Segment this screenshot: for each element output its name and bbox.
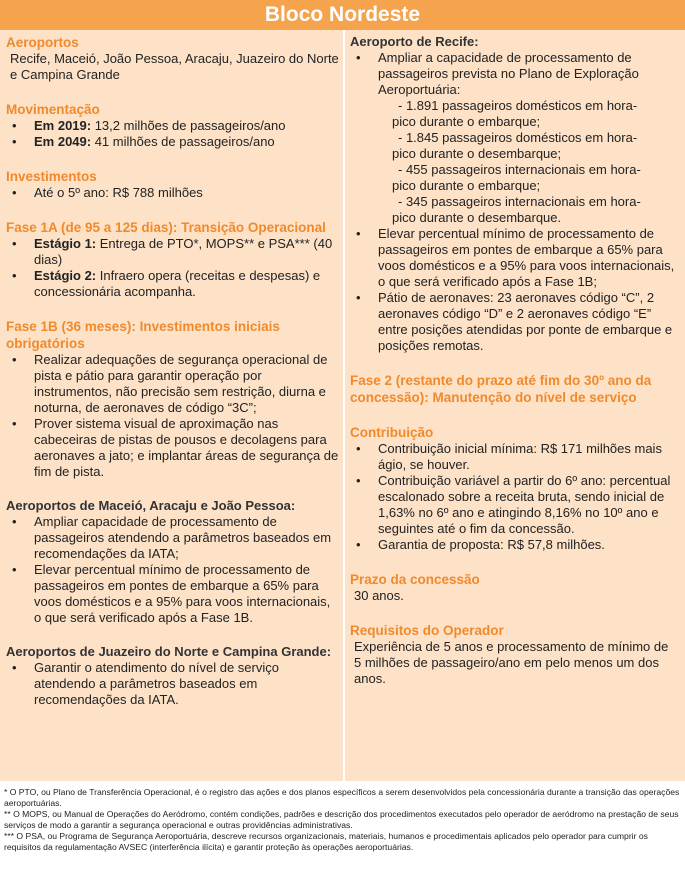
- list-item: • Ampliar a capacidade de processamento de passageiros prevista no Plano de Exploração Aeroportuária:: [350, 50, 679, 98]
- fase1a-heading: Fase 1A (de 95 a 125 dias): Transição Operacional: [6, 220, 326, 235]
- movimentacao-heading: Movimentação: [6, 102, 100, 117]
- sub-item: pico durante o embarque;: [392, 178, 541, 193]
- juazeiro-heading: Aeroportos de Juazeiro do Norte e Campina Grande:: [6, 644, 332, 659]
- list-item: • Elevar percentual mínimo de processamento de passageiros em pontes de embarque a 65% para voos domésticos e a 95% para voos internacionais, o que será verificado após a Fase 1B.: [6, 562, 339, 626]
- list-item: • Contribuição inicial mínima: R$ 171 milhões mais ágio, se houver.: [350, 441, 679, 473]
- aeroportos-heading: Aeroportos: [6, 35, 79, 50]
- footnotes: [4, 787, 682, 853]
- maceio-heading: Aeroportos de Maceió, Aracaju e João Pessoa:: [6, 498, 296, 513]
- list-item: • Estágio 2: Infraero opera (receitas e despesas) e concessionária acompanha.: [6, 268, 339, 300]
- maceio-list: [6, 514, 339, 626]
- list-item: • Pátio de aeronaves: 23 aeronaves código “C”, 2 aeronaves código “D” e 2 aeronaves código “E” entre posições atendidas por ponte de embarque e posições remotas.: [350, 290, 679, 354]
- list-item: • Garantia de proposta: R$ 57,8 milhões.: [350, 537, 679, 553]
- list-item: • Em 2019: 13,2 milhões de passageiros/ano: [6, 118, 339, 134]
- sub-item: pico durante o embarque;: [392, 114, 541, 129]
- list-item: • Até o 5º ano: R$ 788 milhões: [6, 185, 339, 201]
- list-item: • Elevar percentual mínimo de processamento de passageiros em pontes de embarque a 65% para voos domésticos e a 95% para voos internacionais, o que será verificado após a Fase 1B;: [350, 226, 679, 290]
- right-column: [345, 30, 685, 781]
- contribuicao-list: [350, 441, 679, 553]
- sub-item: pico durante o desembarque.: [392, 210, 562, 225]
- header-banner: [0, 0, 685, 30]
- recife-list: [350, 50, 679, 98]
- recife-list-2: [350, 226, 679, 354]
- recife-sublist: [350, 98, 679, 226]
- sub-item: pico durante o desembarque;: [392, 146, 562, 161]
- list-item: • Contribuição variável a partir do 6º ano: percentual escalonado sobre a receita bruta, sendo inicial de 1,63% no 6º ano e atingindo 8,16% no 10º ano e seguintes até o fim da concessão.: [350, 473, 679, 537]
- aeroportos-text: Recife, Maceió, João Pessoa, Aracaju, Juazeiro do Norte e Campina Grande: [10, 51, 339, 82]
- fase1b-heading: Fase 1B (36 meses): Investimentos iniciais obrigatórios: [6, 319, 280, 351]
- movimentacao-list: [6, 118, 339, 150]
- investimentos-heading: Investimentos: [6, 169, 97, 184]
- sub-item: - 455 passageiros internacionais em hora-: [398, 162, 641, 177]
- prazo-heading: Prazo da concessão: [350, 572, 480, 587]
- sub-item: - 345 passageiros internacionais em hora-: [398, 194, 641, 209]
- fase1a-list: [6, 236, 339, 300]
- list-item: • Prover sistema visual de aproximação nas cabeceiras de pistas de pousos e decolagens para aeronaves a jato; e implantar áreas de segurança de fim de pista.: [6, 416, 339, 480]
- list-item: • Ampliar capacidade de processamento de passageiros atendendo a parâmetros baseados em recomendações da IATA;: [6, 514, 339, 562]
- prazo-text: 30 anos.: [354, 588, 404, 603]
- sub-item: - 1.845 passageiros domésticos em hora-: [398, 130, 638, 145]
- fase1b-list: [6, 352, 339, 480]
- footnote-pto: * O PTO, ou Plano de Transferência Operacional, é o registro das ações e dos planos específicos a serem desenvolvidos pela concessionária durante a transição das operações aeroportuárias.: [4, 787, 680, 808]
- list-item: • Estágio 1: Entrega de PTO*, MOPS** e PSA*** (40 dias): [6, 236, 339, 268]
- juazeiro-list: [6, 660, 339, 708]
- list-item: • Realizar adequações de segurança operacional de pista e pátio para garantir operação por instrumentos, não precisão sem restrição, diurna e noturna, de aeronaves de código “3C”;: [6, 352, 339, 416]
- sub-item: - 1.891 passageiros domésticos em hora-: [398, 98, 638, 113]
- list-item: • Em 2049: 41 milhões de passageiros/ano: [6, 134, 339, 150]
- recife-heading: Aeroporto de Recife:: [350, 34, 479, 49]
- investimentos-list: [6, 185, 339, 201]
- contribuicao-heading: Contribuição: [350, 425, 434, 440]
- requisitos-heading: Requisitos do Operador: [350, 623, 504, 638]
- footnote-mops: ** O MOPS, ou Manual de Operações do Aeródromo, contém condições, padrões e descrição dos procedimentos executados pelo operador de aeródromo na prestação de seus serviços de modo a garantir a segurança operacional e outras providências administrativas.: [4, 809, 679, 830]
- left-column: [0, 30, 343, 781]
- page-title: Bloco Nordeste: [264, 3, 421, 26]
- fase2-heading: Fase 2 (restante do prazo até fim do 30º ano da concessão): Manutenção do nível de serviço: [350, 373, 652, 405]
- footnote-psa: *** O PSA, ou Programa de Segurança Aeroportuária, descreve recursos organizacionais, materiais, humanos e procedimentais aplicados pelo operador para cumprir os requisitos da regulamentação AVSEC (interferência ilícita) e garantir proteção às operações aeroportuárias.: [4, 831, 648, 852]
- requisitos-text: Experiência de 5 anos e processamento de mínimo de 5 milhões de passageiro/ano em pelo menos um dos anos.: [354, 639, 669, 686]
- list-item: • Garantir o atendimento do nível de serviço atendendo a parâmetros baseados em recomendações da IATA.: [6, 660, 339, 708]
